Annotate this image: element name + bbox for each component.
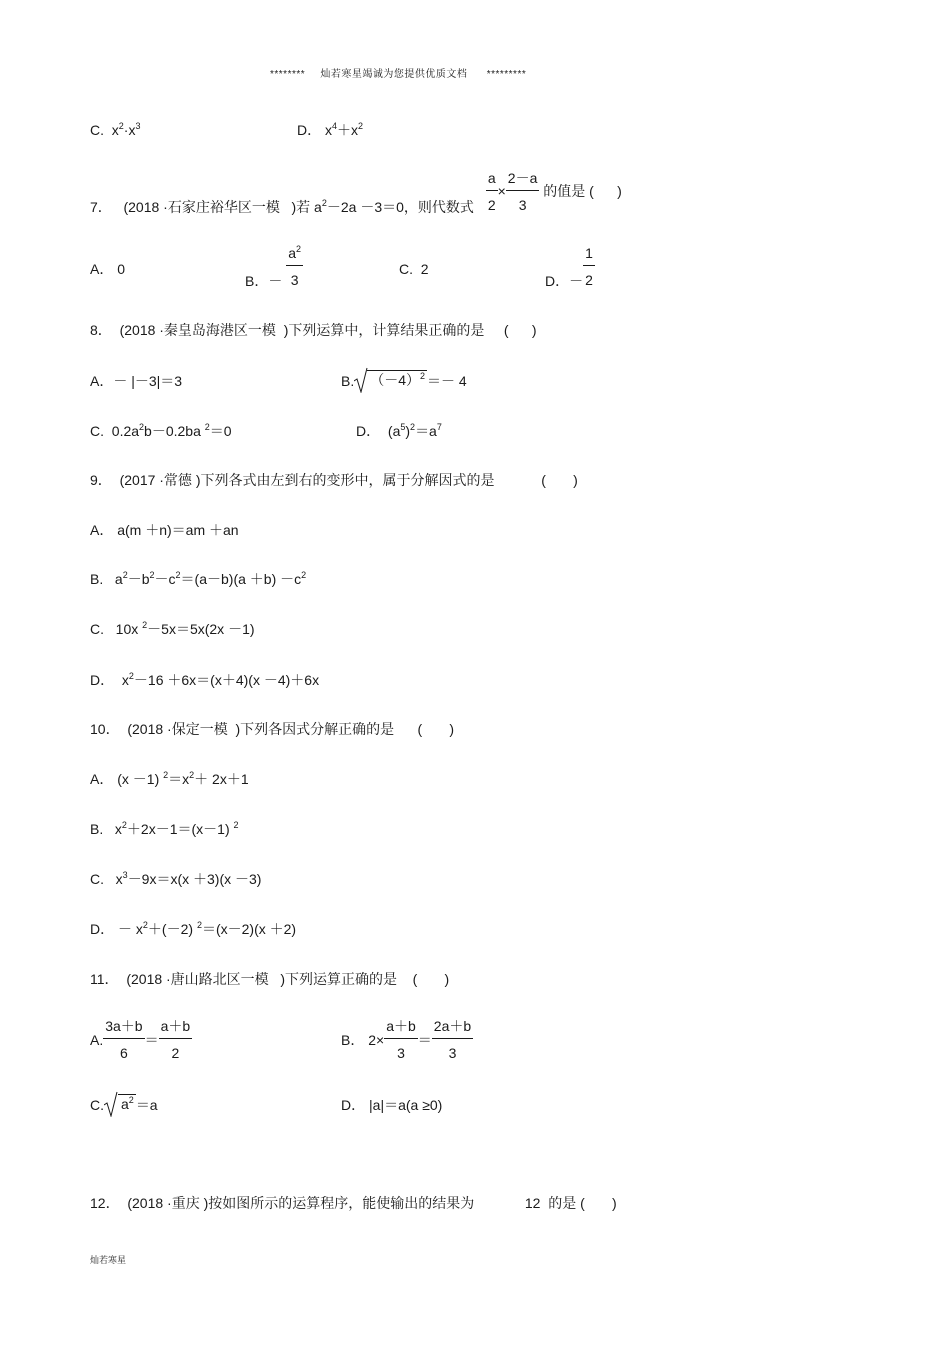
page-footer: 灿若寒星 xyxy=(90,1255,127,1265)
q7-option-d: D．－ $\frac{1}{2}$ xyxy=(545,245,593,290)
q11-stem: 11． (2018 ·唐山路北区一模 )下列运算正确的是 ( ) xyxy=(90,971,450,987)
q8-option-b: B. $(-4)^2 =- 4$ xyxy=(341,370,467,387)
q12-source: (2018 ·重庆 )按如图所示的运算程序，能使输出的结果为 xyxy=(127,1195,475,1211)
q11-number: 11． xyxy=(90,971,119,987)
q7-stem: 7． (2018 ·石家庄裕华区一模 )若 $a^2-2a -3=0$，则代数式 $\frac{a}{2}$ × $\frac{2-a}{3}$ 的值是 ( ) xyxy=(90,170,622,216)
header-title: 灿若寒星竭诚为您提供优质文档 xyxy=(320,69,468,80)
q11-b-fraction-2: $\frac{2a+b}{3}$ xyxy=(433,1018,472,1061)
q9-option-b: B. $a^2-b^2-c^2=(a-b)(a +b) -c^2$ xyxy=(90,570,307,587)
q10-option-c: C. $x^3-9x=x(x +3)(x -3)$ xyxy=(90,870,262,887)
header-stars-left: ******** xyxy=(270,69,306,80)
q11-option-a: A. $\frac{3a+b}{6}$ ＝ $\frac{a+b}{2}$ xyxy=(90,1018,191,1061)
q7-b-fraction: $\frac{a^2}{3}$ xyxy=(288,244,302,288)
q9-number: 9． xyxy=(90,472,112,488)
q6-option-d: D． $x^4+x^2$ xyxy=(297,121,364,138)
q7-source: (2018 ·石家庄裕华区一模 xyxy=(123,199,280,216)
q7-fraction-2: $\frac{2-a}{3}$ xyxy=(507,170,538,213)
q7-option-a: A． 0 xyxy=(90,261,126,277)
q10-stem: 10． (2018 ·保定一模 )下列各因式分解正确的是 ( ) xyxy=(90,721,455,737)
q8-option-d: D． $(a^5)^2=a^7$ xyxy=(356,422,442,439)
q9-option-c: C. 10x $^2$－5x＝5x(2x －1) xyxy=(90,620,255,637)
q8-b-sqrt: $(-4)^2$ xyxy=(354,370,427,387)
q11-option-d: D． |a|＝a(a ≥0) xyxy=(341,1097,443,1113)
q10-option-d: D． － $x^2+(-2)$ $^2$＝(x－2)(x ＋2) xyxy=(90,920,297,937)
header-stars-right: ********* xyxy=(486,69,527,80)
page-header xyxy=(270,70,526,80)
q10-option-b: B. $x^2+2x-1=(x-1)$ $^2$ xyxy=(90,820,239,837)
q10-source: (2018 ·保定一模 xyxy=(127,721,228,737)
q6-option-c: C. $x^2\cdot x^3$ xyxy=(90,121,141,138)
q8-source: (2018 ·秦皇岛海港区一模 xyxy=(119,322,276,338)
q11-a-fraction-1: $\frac{3a+b}{6}$ xyxy=(105,1018,143,1061)
q8-stem: 8． (2018 ·秦皇岛海港区一模 )下列运算中，计算结果正确的是 ( ) xyxy=(90,322,537,338)
q8-number: 8． xyxy=(90,322,112,338)
q9-option-d: D． $x^2-16 +6x=(x+4)(x -4)+6x$ xyxy=(90,671,320,688)
q11-option-c: C. $a^2 =a$ xyxy=(90,1094,158,1111)
q8-option-a: A．－ |－3|＝3 xyxy=(90,373,183,389)
q9-source: (2017 ·常德 )下列各式由左到右的变形中，属于分解因式的是 xyxy=(119,472,495,488)
q8-option-c: C. $0.2a^2b-0.2ba$ $^2$＝0 xyxy=(90,422,232,439)
q10-number: 10． xyxy=(90,721,120,737)
q7-option-b: B．－ $\frac{a^2}{3}$ xyxy=(245,244,302,290)
q11-a-fraction-2: $\frac{a+b}{2}$ xyxy=(160,1018,191,1061)
q7-d-fraction: $\frac{1}{2}$ xyxy=(585,245,593,288)
q12-number: 12． xyxy=(90,1195,120,1211)
q11-b-fraction-1: $\frac{a+b}{3}$ xyxy=(386,1018,416,1061)
q7-option-c: C. 2 xyxy=(399,261,429,277)
q10-option-a: A． (x －1) $^2=x^2+ 2x+1$ xyxy=(90,770,249,787)
q12-stem: 12． (2018 ·重庆 )按如图所示的运算程序，能使输出的结果为 12 的是 ( ) xyxy=(90,1195,617,1211)
q9-stem: 9． (2017 ·常德 )下列各式由左到右的变形中，属于分解因式的是 ( ) xyxy=(90,472,578,488)
q11-c-sqrt: $a^2$ xyxy=(104,1094,136,1111)
q11-source: (2018 ·唐山路北区一模 xyxy=(126,971,269,987)
q7-number: 7． xyxy=(90,199,112,216)
q7-fraction-1: $\frac{a}{2}$ xyxy=(487,170,496,213)
q9-option-a: A． a(m ＋n)＝am ＋an xyxy=(90,522,239,538)
q11-option-b: B． 2× $\frac{a+b}{3}$ ＝ $\frac{2a+b}{3}$ xyxy=(341,1018,472,1061)
